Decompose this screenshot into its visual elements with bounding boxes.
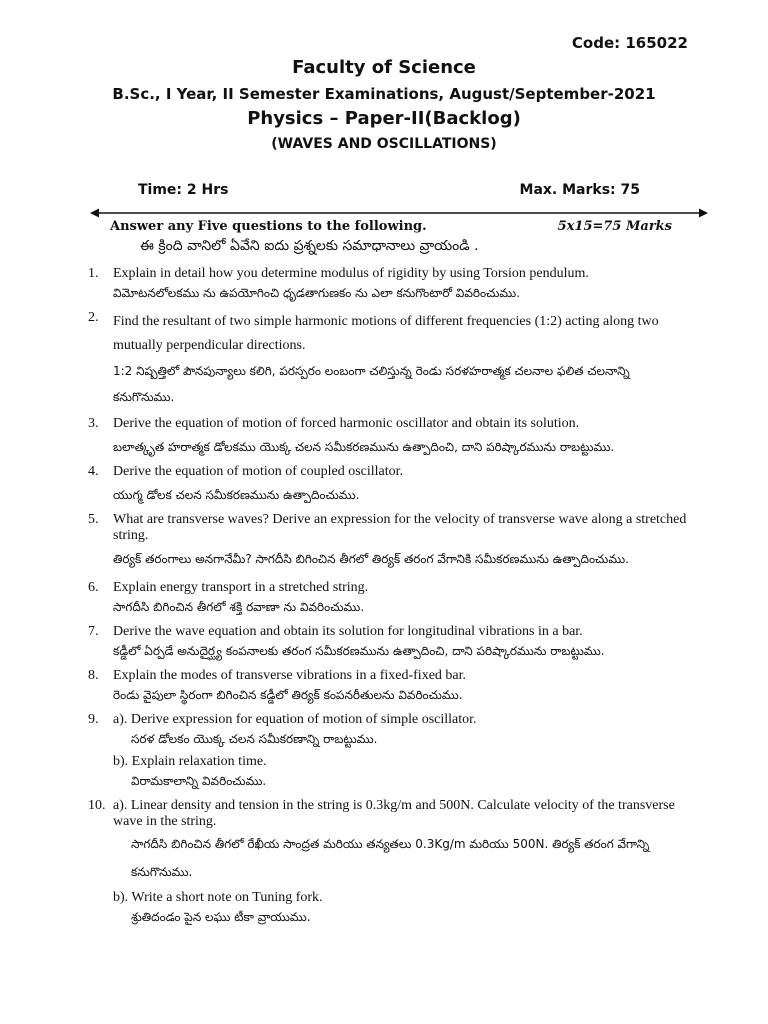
question-8: [88, 668, 688, 706]
question-10b-telugu: శ్రుతిదండం పైన లఘు టీకా వ్రాయుము.: [131, 910, 311, 924]
question-telugu: సాగదీసి బిగించిన తీగలో శక్తి రవాణా ను వివరించుము.: [113, 600, 365, 614]
question-2: [88, 310, 688, 410]
question-4: [88, 464, 688, 506]
instructions-telugu: ఈ క్రింది వానిలో ఏవేని ఐదు ప్రశ్నలకు సమాధానాలు వ్రాయండి .: [140, 238, 479, 254]
question-number: 8.: [88, 668, 99, 683]
instructions-marks: 5x15=75 Marks: [557, 219, 672, 234]
question-list: [88, 266, 688, 934]
paper-code: Code: 165022: [571, 34, 688, 52]
question-6: [88, 580, 688, 618]
question-telugu: రెండు వైపులా స్థిరంగా బిగించిన కడ్డీలో తిర్యక్ కంపనరీతులను వివరించుము.: [113, 688, 463, 702]
question-10b-english: b). Write a short note on Tuning fork.: [113, 890, 323, 905]
question-english: What are transverse waves? Derive an expression for the velocity of transverse wave along a stretched string.: [113, 512, 687, 543]
question-10a-english: a). Linear density and tension in the string is 0.3kg/m and 500N. Calculate velocity of the transverse wave in the string.: [113, 798, 675, 829]
question-9a-telugu: సరళ డోలకం యొక్క చలన సమీకరణాన్ని రాబట్టుము.: [131, 732, 378, 746]
question-telugu: యుగ్మ డోలక చలన సమీకరణమును ఉత్పాదించుము.: [113, 488, 360, 502]
question-number: 10.: [88, 798, 106, 813]
question-number: 1.: [88, 266, 99, 281]
question-10: [88, 798, 688, 928]
double-arrow-divider: [90, 207, 708, 219]
question-number: 6.: [88, 580, 99, 595]
instructions-english: Answer any Five questions to the following.: [110, 219, 427, 234]
question-9b-telugu: విరామకాలాన్ని వివరించుము.: [131, 774, 267, 788]
question-7: [88, 624, 688, 662]
question-english: Explain energy transport in a stretched string.: [113, 580, 369, 595]
question-english: Derive the equation of motion of coupled oscillator.: [113, 464, 404, 479]
question-telugu: బలాత్కృత హరాత్మక డోలకము యొక్క చలన సమీకరణమును ఉత్పాదించి, దాని పరిష్కారమును రాబట్టుము.: [113, 440, 615, 454]
subject-title: (WAVES AND OSCILLATIONS): [271, 136, 497, 152]
question-telugu: 1:2 నిష్పత్తిలో పౌనపున్యాలు కలిగి, పరస్పరం లంబంగా చలిస్తున్న రెండు సరళహరాత్మక చలనాల ఫలిత చలనాన్ని కనుగొనుము.: [113, 364, 630, 404]
question-5: [88, 512, 688, 574]
question-number: 9.: [88, 712, 99, 727]
faculty-title: Faculty of Science: [292, 57, 476, 78]
question-english: Explain in detail how you determine modulus of rigidity by using Torsion pendulum.: [113, 266, 589, 281]
question-number: 5.: [88, 512, 99, 527]
question-telugu: కడ్డీలో ఏర్పడే అనుదైర్ఘ్య కంపనాలకు తరంగ సమీకరణమును ఉత్పాదించి, దాని పరిష్కారమును రాబట్టుము.: [113, 644, 605, 658]
question-3: [88, 416, 688, 458]
question-number: 3.: [88, 416, 99, 431]
question-english: Derive the wave equation and obtain its solution for longitudinal vibrations in a bar.: [113, 624, 583, 639]
exam-time: Time: 2 Hrs: [138, 182, 229, 198]
paper-title: Physics – Paper-II(Backlog): [247, 108, 521, 129]
question-telugu: తిర్యక్ తరంగాలు అనగానేమీ? సాగదీసి బిగించిన తీగలో తిర్యక్ తరంగ వేగానికి సమీకరణమును ఉత్పాదించుము.: [113, 552, 629, 566]
question-number: 4.: [88, 464, 99, 479]
question-number: 7.: [88, 624, 99, 639]
question-9: [88, 712, 688, 792]
question-english: Explain the modes of transverse vibrations in a fixed-fixed bar.: [113, 668, 467, 683]
question-english: Derive the equation of motion of forced harmonic oscillator and obtain its solution.: [113, 416, 580, 431]
question-telugu: విమోటనలోలకము ను ఉపయోగించి ధృడతాగుణకం ను ఎలా కనుగొంటారో వివరించుము.: [113, 286, 521, 300]
question-10a-telugu: సాగదీసి బిగించిన తీగలో రేఖీయ సాంద్రత మరియు తన్యతలు 0.3Kg/m మరియు 500N. తిర్యక్ తరంగ వేగాన్ని కనుగొనుము.: [131, 837, 650, 879]
question-number: 2.: [88, 310, 99, 325]
question-1: [88, 266, 688, 304]
question-9a-english: a). Derive expression for equation of motion of simple oscillator.: [113, 712, 477, 727]
exam-title: B.Sc., I Year, II Semester Examinations, August/September-2021: [112, 85, 656, 103]
question-english: Find the resultant of two simple harmonic motions of different frequencies (1:2) acting along two mutually perpendicular directions.: [113, 314, 659, 353]
question-9b-english: b). Explain relaxation time.: [113, 754, 267, 769]
max-marks: Max. Marks: 75: [519, 182, 640, 198]
